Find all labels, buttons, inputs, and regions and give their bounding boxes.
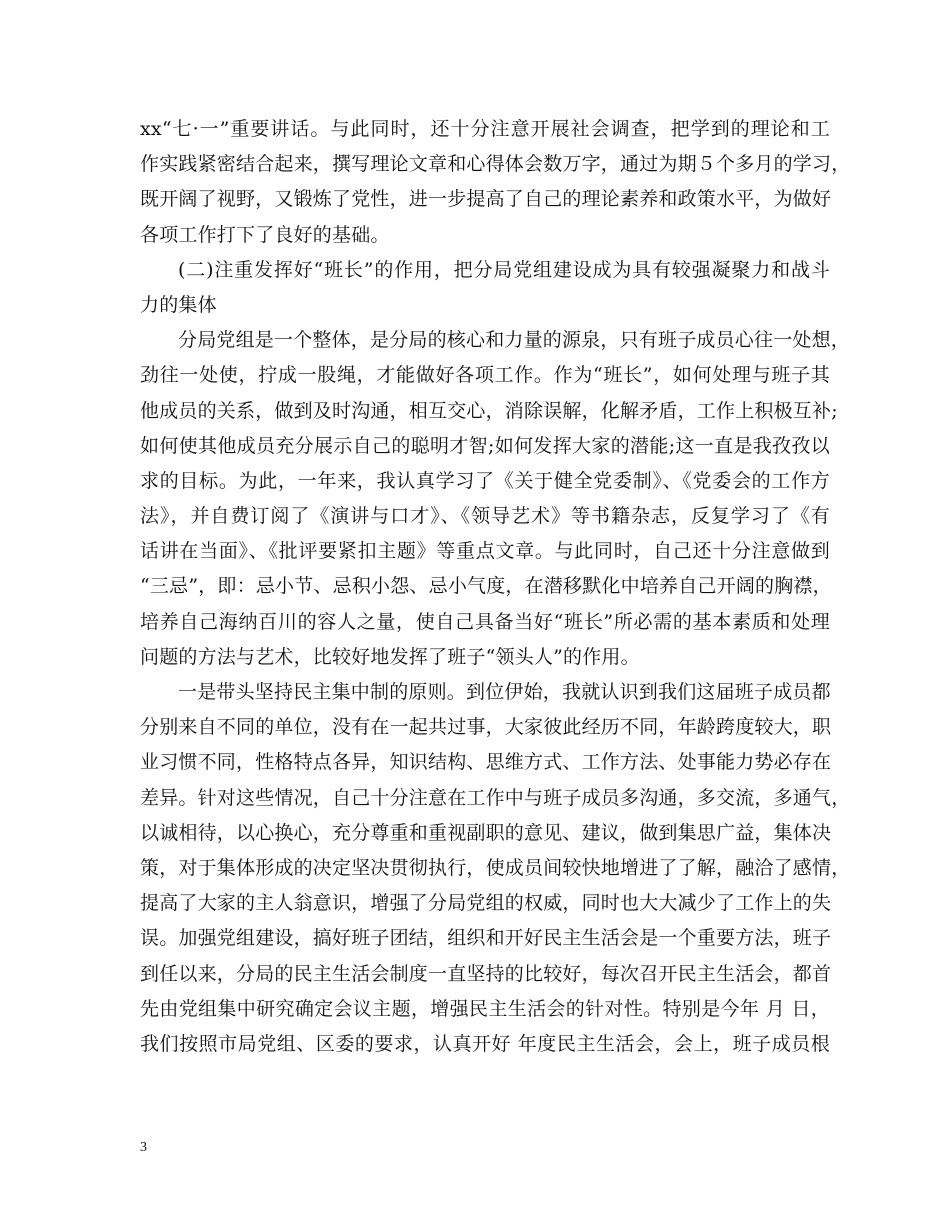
text-line: 如何使其他成员充分展示自己的聪明才智;如何发挥大家的潜能;这一直是我孜孜以 <box>140 434 830 457</box>
section-heading-line: 力的集体 <box>140 293 217 316</box>
text-line: 各项工作打下了良好的基础。 <box>140 223 390 246</box>
text-line: 既开阔了视野，又锻炼了党性，进一步提高了自己的理论素养和政策水平，为做好 <box>140 188 832 211</box>
text-line: 法》，并自费订阅了《演讲与口才》、《领导艺术》等书籍杂志，反复学习了《有 <box>140 505 830 528</box>
text-line: 作实践紧密结合起来，撰写理论文章和心得体会数万字，通过为期５个多月的学习， <box>140 153 851 176</box>
section-heading-line: (二)注重发挥好“班长”的作用，把分局党组建设成为具有较强凝聚力和战斗 <box>178 258 830 281</box>
text-line: 话讲在当面》、《批评要紧扣主题》等重点文章。与此同时，自己还十分注意做到 <box>140 540 830 563</box>
text-line: xx“七·一”重要讲话。与此同时，还十分注意开展社会调查，把学到的理论和工 <box>140 118 830 140</box>
text-line: “三忌”，即：忌小节、忌积小怨、忌小气度，在潜移默化中培养自己开阔的胸襟， <box>140 575 832 598</box>
text-line: 劲往一处使，拧成一股绳，才能做好各项工作。作为“班长”，如何处理与班子其 <box>140 364 830 387</box>
text-line: 提高了大家的主人翁意识，增强了分局党组的权威，同时也大大减少了工作上的失 <box>140 892 832 915</box>
text-line: 一是带头坚持民主集中制的原则。到位伊始，我就认识到我们这届班子成员都 <box>178 681 831 703</box>
page-number: 3 <box>140 1140 147 1155</box>
text-line: 策，对于集体形成的决定坚决贯彻执行，使成员间较快地增进了了解，融洽了感情， <box>140 856 851 879</box>
text-line: 我们按照市局党组、区委的要求，认真开好 年度民主生活会，会上，班子成员根 <box>140 1032 830 1055</box>
document-body <box>140 112 851 1062</box>
text-line: 分局党组是一个整体，是分局的核心和力量的源泉，只有班子成员心往一处想， <box>178 329 851 352</box>
text-line: 问题的方法与艺术，比较好地发挥了班子“领头人”的作用。 <box>140 645 640 668</box>
text-line: 先由党组集中研究确定会议主题，增强民主生活会的针对性。特别是今年 月 日， <box>140 997 830 1020</box>
text-line: 到任以来，分局的民主生活会制度一直坚持的比较好，每次召开民主生活会，都首 <box>140 962 832 985</box>
text-line: 误。加强党组建设，搞好班子团结，组织和开好民主生活会是一个重要方法，班子 <box>140 927 832 950</box>
text-line: 差异。针对这些情况，自己十分注意在工作中与班子成员多沟通，多交流，多通气， <box>140 786 851 809</box>
text-line: 业习惯不同，性格特点各异，知识结构、思维方式、工作方法、处事能力势必存在 <box>140 751 832 774</box>
text-line: 培养自己海纳百川的容人之量，使自己具备当好“班长”所必需的基本素质和处理 <box>140 610 830 633</box>
text-line: 他成员的关系，做到及时沟通，相互交心，消除误解，化解矛盾，工作上积极互补; <box>140 399 838 422</box>
text-line: 以诚相待，以心换心，充分尊重和重视副职的意见、建议，做到集思广益，集体决 <box>140 821 832 844</box>
text-line: 求的目标。为此，一年来，我认真学习了《关于健全党委制》、《党委会的工作方 <box>140 469 830 492</box>
text-line: 分别来自不同的单位，没有在一起共过事，大家彼此经历不同，年龄跨度较大，职 <box>140 716 832 739</box>
